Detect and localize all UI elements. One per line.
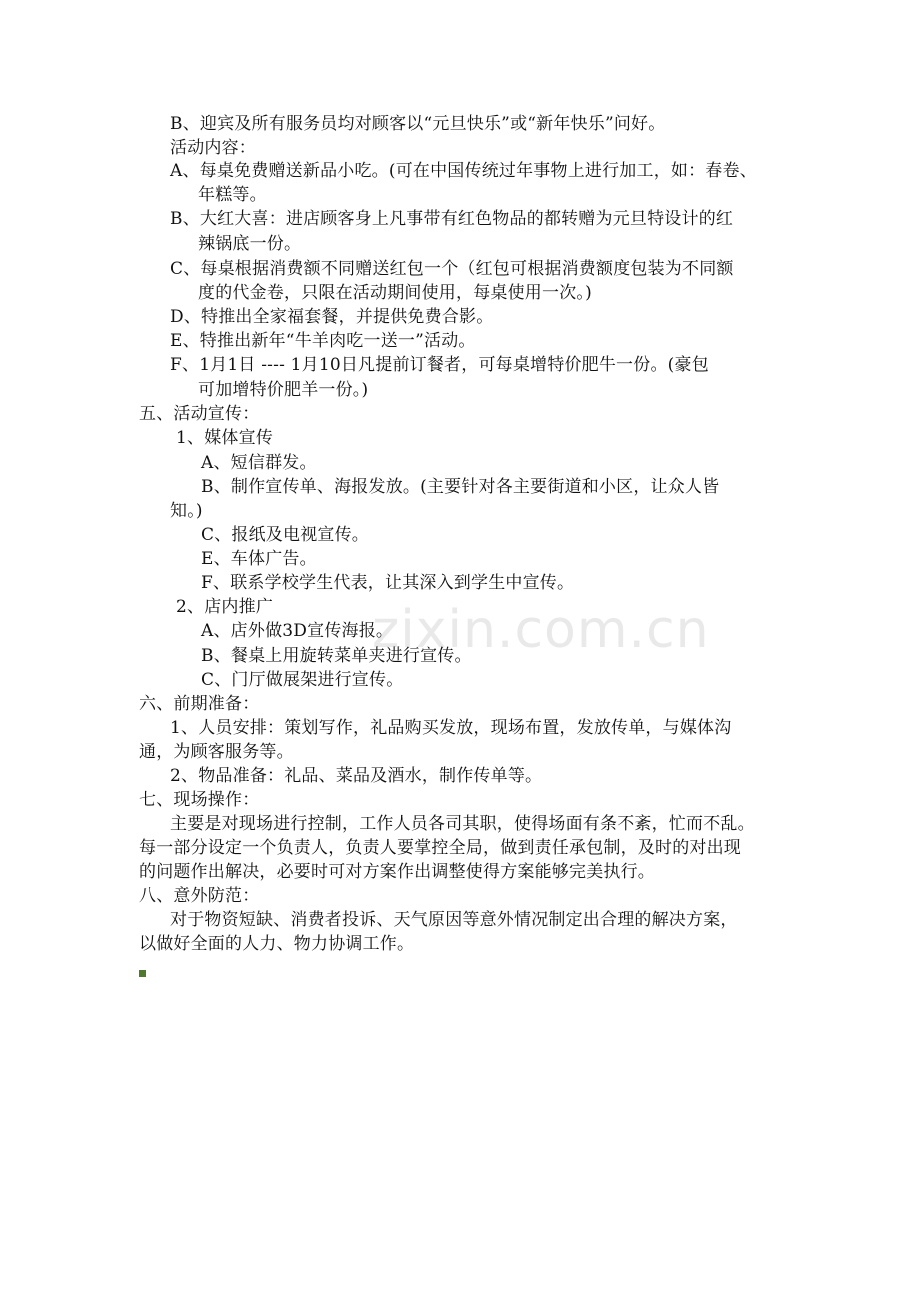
- section-heading: 六、前期准备：: [139, 694, 260, 714]
- text-line: C、报纸及电视宣传。: [201, 525, 370, 545]
- watermark: zixin.com.cn: [372, 600, 710, 660]
- text-line: D、特推出全家福套餐，并提供免费合影。: [170, 307, 494, 327]
- text-line: 度的代金卷，只限在活动期间使用，每桌使用一次。): [198, 283, 592, 303]
- text-line: 主要是对现场进行控制，工作人员各司其职，使得场面有条不紊，忙而不乱。: [170, 814, 755, 834]
- text-line: 的问题作出解决，必要时可对方案作出调整使得方案能够完美执行。: [139, 862, 655, 882]
- text-line: 1、人员安排：策划写作，礼品购买发放，现场布置，发放传单，与媒体沟: [170, 718, 732, 738]
- text-line: 可加增特价肥羊一份。): [198, 380, 369, 400]
- text-line: A、店外做3D宣传海报。: [201, 621, 394, 641]
- subsection-heading: 2、店内推广: [176, 597, 274, 617]
- text-line: F、1月1日 ---- 1月10日凡提前订餐者，可每桌增特价肥牛一份。(豪包: [170, 355, 709, 375]
- text-line: 以做好全面的人力、物力协调工作。: [139, 934, 415, 954]
- text-line: B、迎宾及所有服务员均对顾客以“元旦快乐”或“新年快乐”问好。: [170, 114, 666, 134]
- text-line: B、制作宣传单、海报发放。(主要针对各主要街道和小区，让众人皆: [201, 477, 720, 497]
- text-line: 每一部分设定一个负责人，负责人要掌控全局，做到责任承包制，及时的对出现: [139, 838, 741, 858]
- paragraph-marker: [139, 970, 146, 977]
- text-line: E、车体广告。: [201, 549, 317, 569]
- text-line: B、大红大喜：进店顾客身上凡事带有红色物品的都转赠为元旦特设计的红: [170, 209, 734, 229]
- text-line: 活动内容：: [170, 138, 256, 158]
- text-line: C、门厅做展架进行宣传。: [201, 670, 404, 690]
- text-line: A、短信群发。: [201, 453, 317, 473]
- text-line: E、特推出新年“牛羊肉吃一送一”活动。: [170, 331, 476, 351]
- text-line: A、每桌免费赠送新品小吃。(可在中国传统过年事物上进行加工，如：春卷、: [170, 161, 757, 181]
- text-line: 辣锅底一份。: [198, 234, 302, 254]
- subsection-heading: 1、媒体宣传: [176, 428, 274, 448]
- text-line: 知。): [170, 501, 203, 521]
- text-line: 通，为顾客服务等。: [139, 742, 294, 762]
- text-line: B、餐桌上用旋转菜单夹进行宣传。: [201, 646, 472, 666]
- section-heading: 五、活动宣传：: [139, 404, 260, 424]
- text-line: 年糕等。: [198, 185, 267, 205]
- text-line: F、联系学校学生代表，让其深入到学生中宣传。: [201, 573, 575, 593]
- text-line: 2、物品准备：礼品、菜品及酒水，制作传单等。: [170, 766, 543, 786]
- text-line: 对于物资短缺、消费者投诉、天气原因等意外情况制定出合理的解决方案，: [170, 910, 738, 930]
- section-heading: 八、意外防范：: [139, 886, 260, 906]
- text-line: C、每桌根据消费额不同赠送红包一个（红包可根据消费额度包装为不同额: [170, 259, 734, 279]
- section-heading: 七、现场操作：: [139, 790, 260, 810]
